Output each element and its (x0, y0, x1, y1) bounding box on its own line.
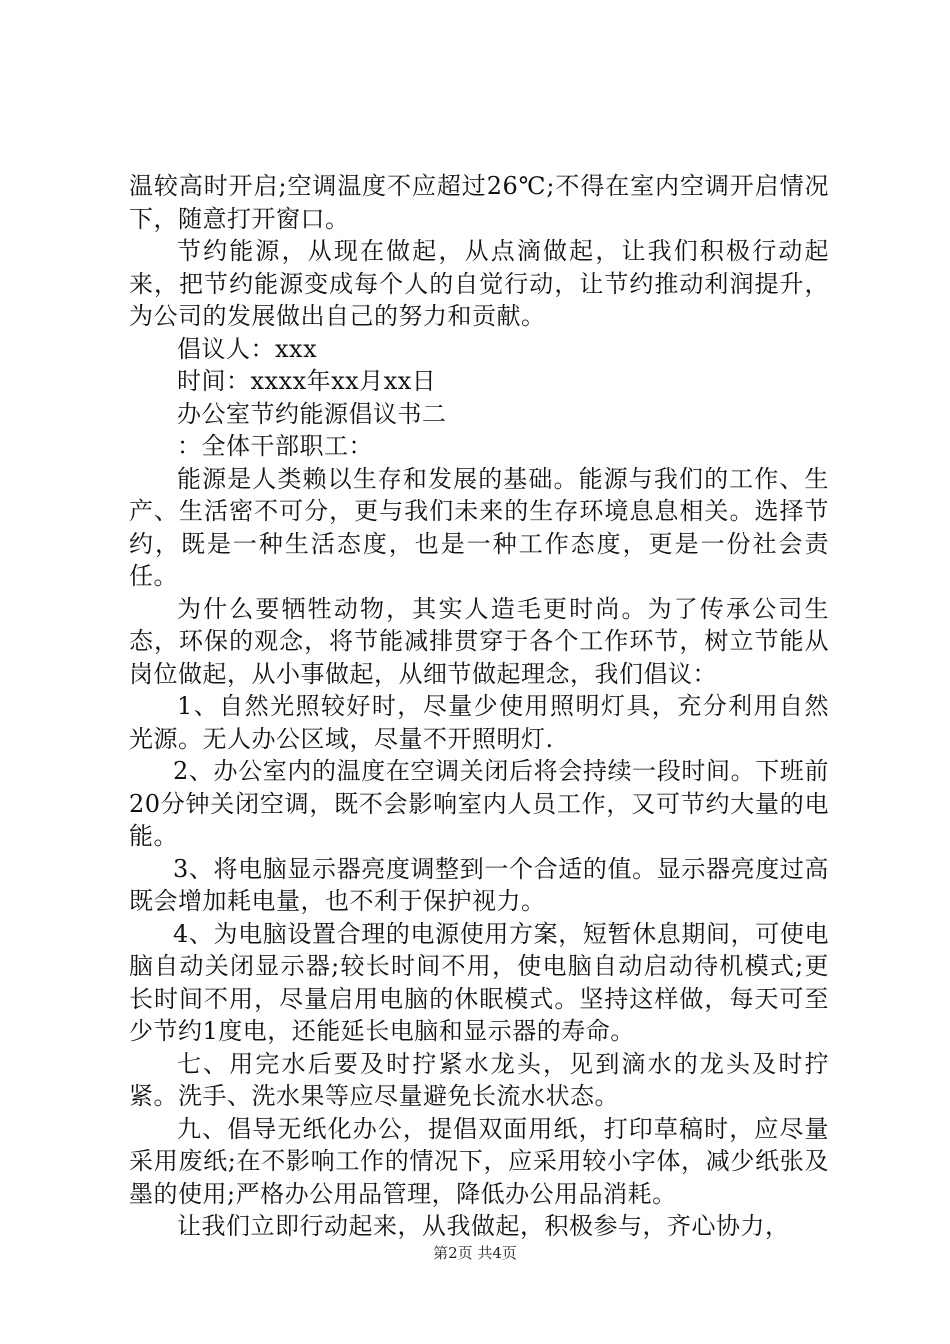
list-item: 3、将电脑显示器亮度调整到一个合适的值。显示器亮度过高既会增加耗电量，也不利于保护视力。 (129, 854, 829, 915)
paragraph: 让我们立即行动起来，从我做起，积极参与，齐心协力， (177, 1212, 790, 1240)
list-item: 1、自然光照较好时，尽量少使用照明灯具，充分利用自然光源。无人办公区域，尽量不开照明灯. (129, 692, 829, 753)
list-item: 七、用完水后要及时拧紧水龙头，见到滴水的龙头及时拧紧。洗手、洗水果等应尽量避免长流水状态。 (129, 1049, 829, 1110)
signer-line: 倡议人：xxx (177, 334, 318, 363)
list-item: 4、为电脑设置合理的电源使用方案，短暂休息期间，可使电脑自动关闭显示器;较长时间不用，使电脑自动启动待机模式;更长时间不用，尽量启用电脑的休眠模式。坚持这样做，每天可至少节约1度电，还能延长电脑和显示器的寿命。 (129, 919, 829, 1045)
salutation: ：全体干部职工： (177, 432, 373, 460)
date-line: 时间：xxxx年xx月xx日 (177, 367, 437, 395)
paragraph: 能源是人类赖以生存和发展的基础。能源与我们的工作、生产、生活密不可分，更与我们未来的生存环境息息相关。选择节约，既是一种生活态度，也是一种工作态度，更是一份社会责任。 (129, 464, 829, 590)
document-body (129, 170, 829, 1243)
list-item: 2、办公室内的温度在空调关闭后将会持续一段时间。下班前20分钟关闭空调，既不会影响室内人员工作，又可节约大量的电能。 (129, 757, 829, 850)
page-footer: 第2页 共4页 (433, 1244, 517, 1262)
section-title: 办公室节约能源倡议书二 (177, 399, 447, 428)
paragraph: 温较高时开启;空调温度不应超过26℃;不得在室内空调开启情况下，随意打开窗口。 (129, 172, 829, 233)
paragraph: 节约能源，从现在做起，从点滴做起，让我们积极行动起来，把节约能源变成每个人的自觉行动，让节约推动利润提升，为公司的发展做出自己的努力和贡献。 (129, 237, 829, 330)
paragraph: 为什么要牺牲动物，其实人造毛更时尚。为了传承公司生态，环保的观念，将节能减排贯穿于各个工作环节，树立节能从岗位做起，从小事做起，从细节做起理念，我们倡议： (129, 594, 829, 688)
list-item: 九、倡导无纸化办公，提倡双面用纸，打印草稿时，应尽量采用废纸;在不影响工作的情况下，应采用较小字体，减少纸张及墨的使用;严格办公用品管理，降低办公用品消耗。 (129, 1114, 829, 1208)
